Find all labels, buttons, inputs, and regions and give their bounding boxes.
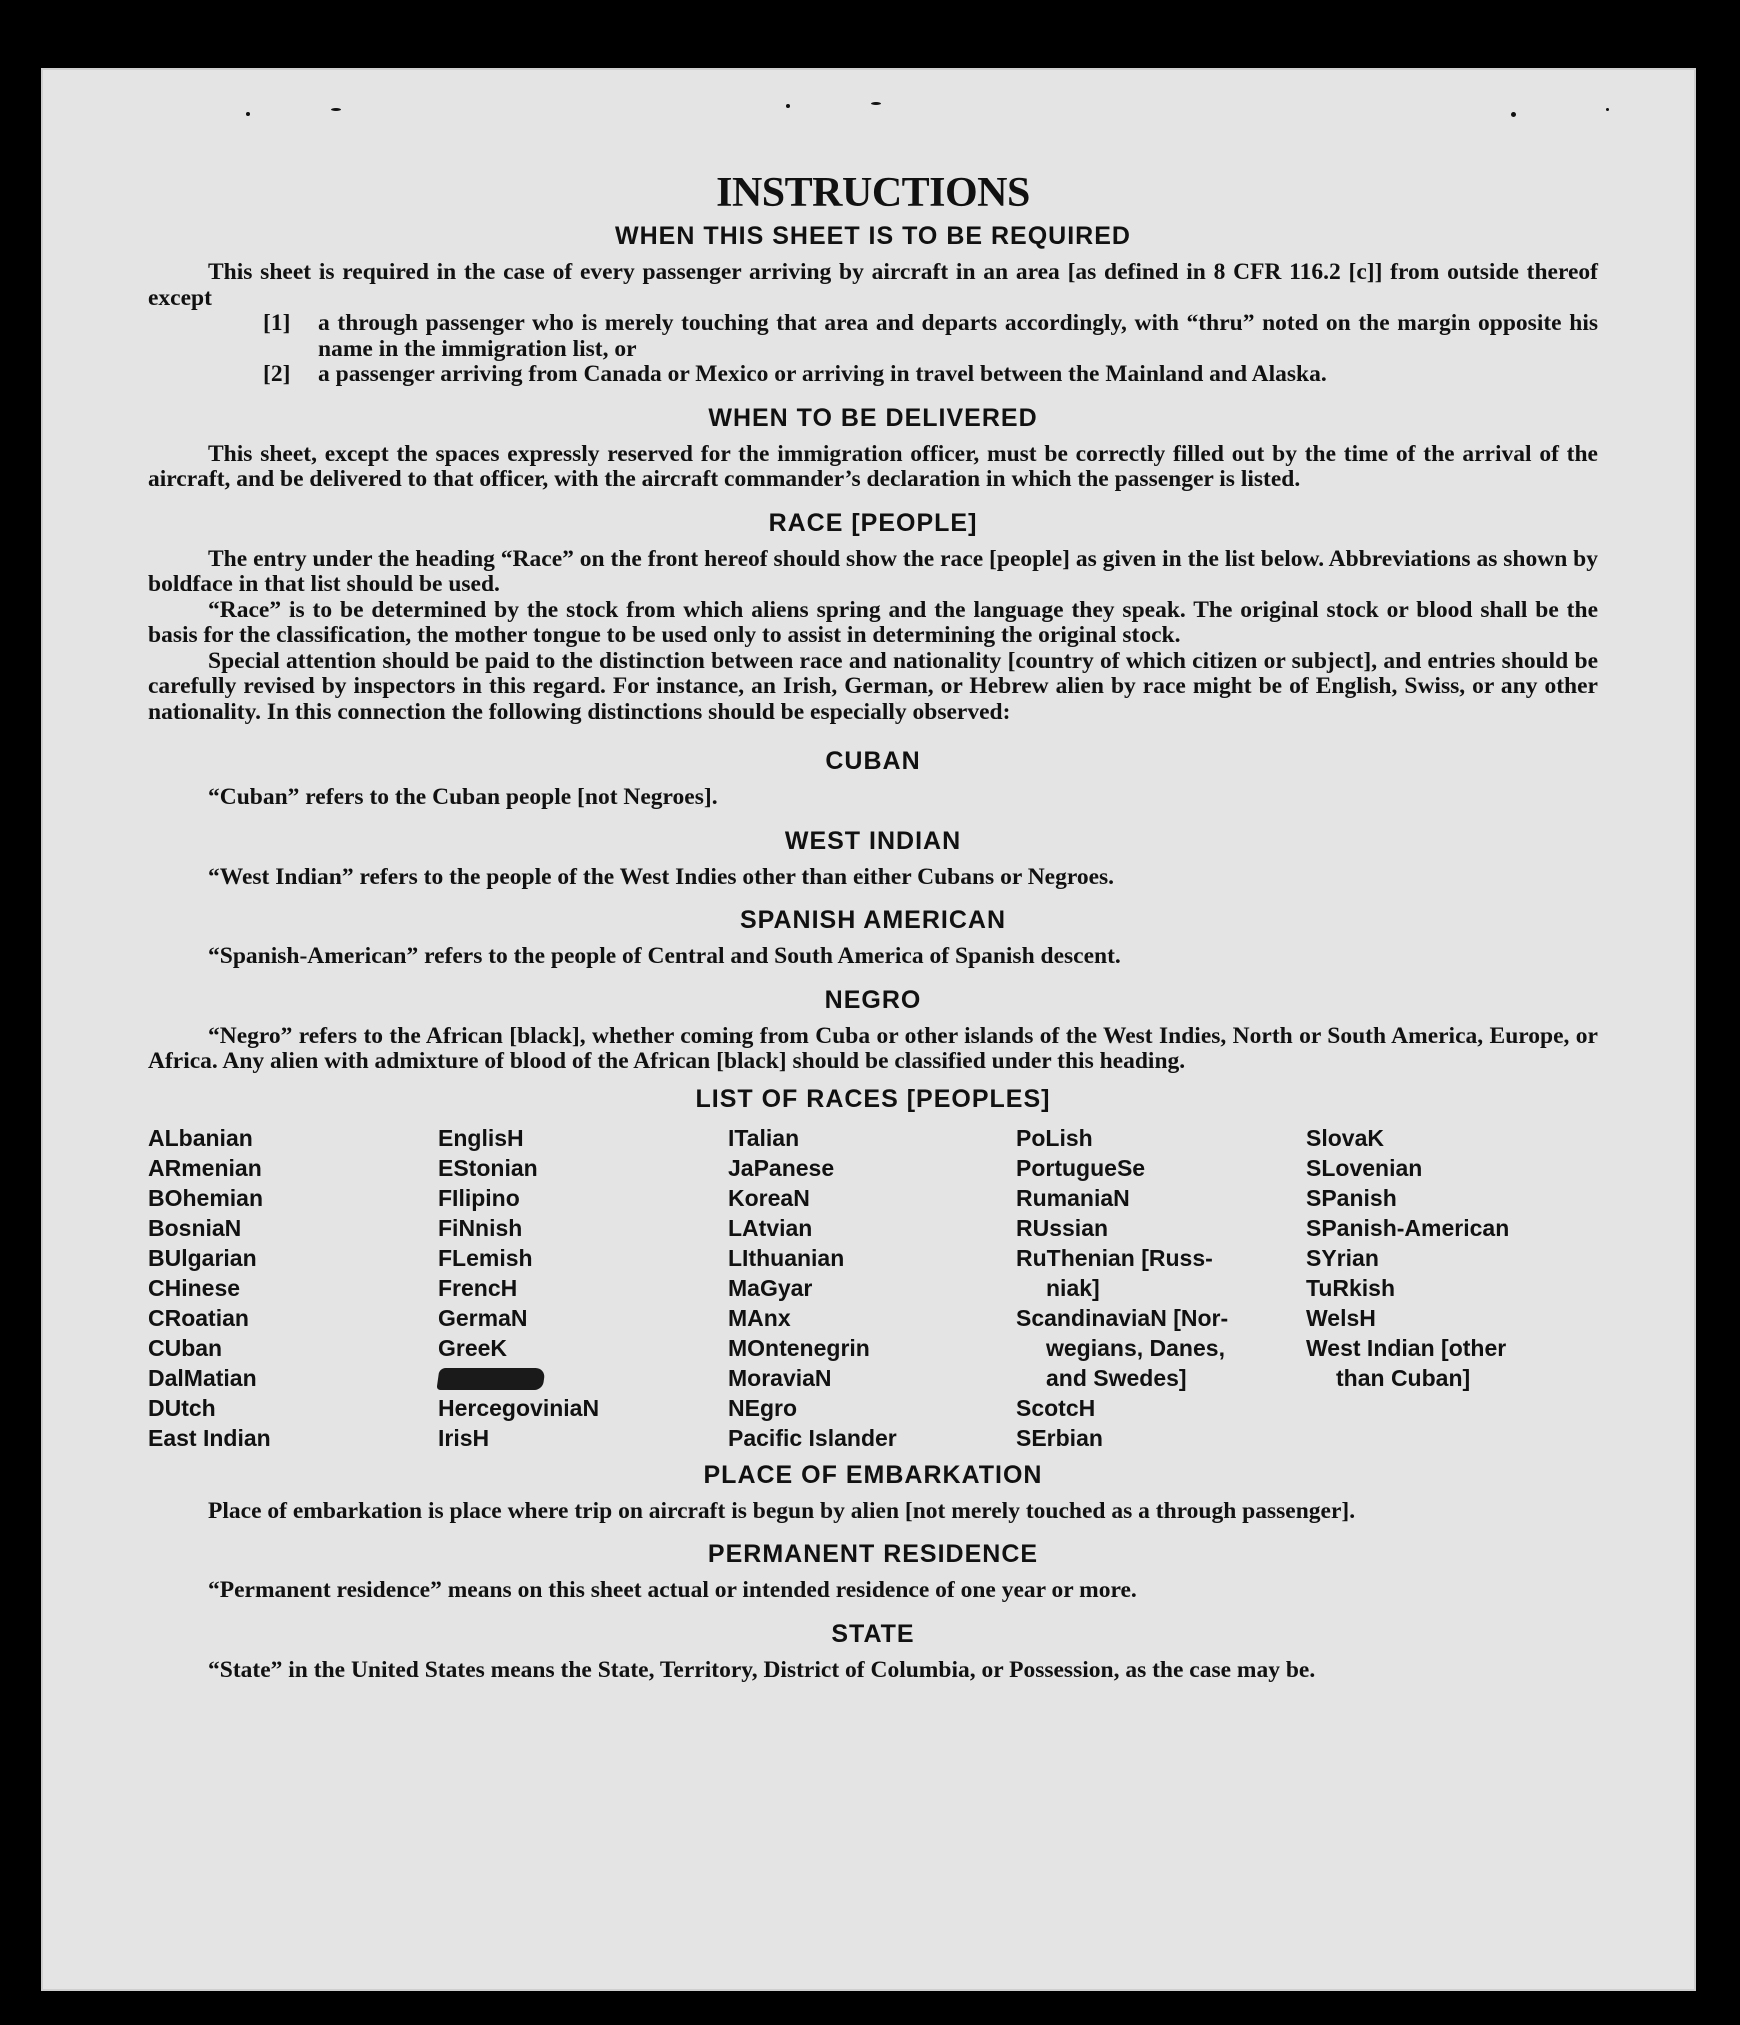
race-entry: SYrian — [1306, 1244, 1379, 1271]
race-entry: RuThenian [Russ- — [1016, 1244, 1213, 1271]
cuban-text: “Cuban” refers to the Cuban people [not Negroes]. — [208, 784, 718, 810]
race-entry: EnglisH — [438, 1124, 524, 1151]
section-heading-required: WHEN THIS SHEET IS TO BE REQUIRED — [615, 222, 1131, 250]
race-entry: MoraviaN — [728, 1364, 832, 1391]
negro-text: “Negro” refers to the African [black], whether coming from Cuba or other islands of the West Indies, North or South America, Europe, or Africa. Any alien with admixture of blood of the African [black] should be classified under this heading. — [148, 1022, 1598, 1074]
race-entry: MOntenegrin — [728, 1334, 870, 1361]
section-heading-list-of-races: LIST OF RACES [PEOPLES] — [695, 1084, 1051, 1113]
scan-speck — [246, 112, 250, 116]
section-heading-state: STATE — [831, 1619, 915, 1648]
scan-speck — [331, 108, 341, 111]
race-entry: GreeK — [438, 1334, 508, 1361]
race-entry: BUlgarian — [148, 1244, 257, 1271]
race-entry: SErbian — [1016, 1424, 1103, 1451]
west-indian-text: “West Indian” refers to the people of the West Indies other than either Cubans or Negroes. — [208, 863, 1115, 890]
scan-speck — [1606, 108, 1609, 111]
instructions-content — [148, 168, 1598, 1683]
race-entry: BOhemian — [148, 1184, 264, 1211]
race-entry: MaGyar — [728, 1274, 813, 1301]
page-title: INSTRUCTIONS — [716, 170, 1030, 216]
race-entry: RumaniaN — [1016, 1184, 1130, 1211]
race-entry: SlovaK — [1306, 1124, 1384, 1151]
section-heading-race: RACE [PEOPLE] — [768, 508, 978, 537]
race-entry: ScotcH — [1016, 1394, 1096, 1421]
race-entry: KoreaN — [728, 1184, 810, 1211]
redacted-race-entry — [438, 1363, 728, 1393]
race-entry: EStonian — [438, 1154, 538, 1181]
race-entry: PortugueSe — [1016, 1154, 1146, 1181]
race-entry: FiNnish — [438, 1214, 523, 1241]
race-paragraph-3: Special attention should be paid to the distinction between race and nationality [country of which citizen or subject], and entries should be carefully revised by inspectors in this regard. For instance, an Irish, German, or Hebrew alien by race might be of English, Swiss, or any other nationality. In this connection the following distinctions should be especially observed: — [148, 647, 1598, 725]
exception-list — [263, 311, 1598, 388]
race-entry: ScandinaviaN [Nor- — [1016, 1304, 1229, 1331]
race-entry: FIlipino — [438, 1184, 520, 1211]
section-heading-embarkation: PLACE OF EMBARKATION — [703, 1460, 1043, 1489]
race-entry: CRoatian — [148, 1304, 249, 1331]
race-column — [1016, 1123, 1306, 1453]
race-entry: IrisH — [438, 1424, 490, 1451]
race-entry: SLovenian — [1306, 1154, 1423, 1181]
race-entry: ARmenian — [148, 1154, 262, 1181]
delivered-text: This sheet, except the spaces expressly reserved for the immigration officer, must be correctly filled out by the time of the arrival of the aircraft, and be delivered to that officer, with the aircraft commander’s declaration in which the passenger is listed. — [148, 440, 1598, 492]
race-paragraph-2: “Race” is to be determined by the stock from which aliens spring and the language they speak. The original stock or blood shall be the basis for the classification, the mother tongue to be used only to assist in determining the original stock. — [148, 596, 1598, 648]
race-entry: JaPanese — [728, 1154, 835, 1181]
race-entry: FLemish — [438, 1244, 533, 1271]
race-entry-continued: wegians, Danes, — [1046, 1334, 1225, 1361]
embarkation-text: Place of embarkation is place where trip on aircraft is begun by alien [not merely touched as a through passenger]. — [208, 1497, 1356, 1524]
race-entry: BosniaN — [148, 1214, 242, 1241]
state-text: “State” in the United States means the State, Territory, District of Columbia, or Possession, as the case may be. — [208, 1656, 1316, 1683]
race-list — [148, 1123, 1598, 1453]
section-heading-west-indian: WEST INDIAN — [784, 826, 962, 855]
race-entry: SPanish — [1306, 1184, 1397, 1211]
race-entry: NEgro — [728, 1394, 797, 1421]
race-entry: CUban — [148, 1334, 223, 1361]
race-entry: HercegoviniaN — [438, 1394, 600, 1421]
exception-number: [1] — [263, 310, 291, 336]
race-entry: RUssian — [1016, 1214, 1109, 1241]
race-entry: DalMatian — [148, 1364, 257, 1391]
residence-text: “Permanent residence” means on this sheet actual or intended residence of one year or more. — [208, 1577, 1137, 1603]
race-entry: West Indian [other — [1306, 1334, 1507, 1361]
race-entry: TuRkish — [1306, 1274, 1396, 1301]
required-intro: This sheet is required in the case of every passenger arriving by aircraft in an area [as defined in 8 CFR 116.2 [c]] from outside thereof except — [148, 259, 1598, 311]
race-entry: Pacific Islander — [728, 1424, 897, 1451]
race-entry: LIthuanian — [728, 1244, 845, 1271]
race-entry: DUtch — [148, 1394, 216, 1421]
scan-speck — [1511, 112, 1516, 117]
race-paragraph-1: The entry under the heading “Race” on the front hereof should show the race [people] as given in the list below. Abbreviations as shown by boldface in that list should be used. — [148, 545, 1598, 597]
exception-number: [2] — [263, 361, 291, 387]
section-heading-delivered: WHEN TO BE DELIVERED — [708, 403, 1038, 432]
exception-item — [263, 362, 1598, 388]
section-heading-negro: NEGRO — [824, 985, 922, 1014]
race-entry: CHinese — [148, 1274, 241, 1301]
scan-speck — [871, 102, 881, 105]
race-entry-continued: niak] — [1046, 1274, 1100, 1301]
race-entry-continued: than Cuban] — [1336, 1364, 1471, 1391]
race-entry: East Indian — [148, 1424, 271, 1451]
exception-text: a through passenger who is merely touching that area and departs accordingly, with “thru” noted on the margin opposite his name in the immigration list, or — [318, 310, 1598, 362]
race-column — [728, 1123, 1016, 1453]
race-entry-continued: and Swedes] — [1046, 1364, 1187, 1391]
exception-text: a passenger arriving from Canada or Mexico or arriving in travel between the Mainland and Alaska. — [318, 361, 1327, 387]
spanish-american-text: “Spanish-American” refers to the people of Central and South America of Spanish descent. — [208, 943, 1121, 969]
scan-speck — [786, 104, 790, 108]
exception-item — [263, 311, 1598, 362]
race-entry: LAtvian — [728, 1214, 813, 1241]
section-heading-spanish-american: SPANISH AMERICAN — [739, 906, 1006, 934]
race-column — [1306, 1123, 1598, 1453]
race-column — [148, 1123, 438, 1453]
race-entry: MAnx — [728, 1304, 791, 1331]
section-heading-residence: PERMANENT RESIDENCE — [707, 1540, 1039, 1568]
race-entry: FrencH — [438, 1274, 518, 1301]
race-entry: WelsH — [1306, 1304, 1376, 1331]
section-heading-cuban: CUBAN — [825, 747, 921, 775]
race-entry: SPanish-American — [1306, 1214, 1510, 1241]
race-entry: ALbanian — [148, 1124, 253, 1151]
redaction-mark — [436, 1368, 545, 1390]
race-entry: ITalian — [728, 1124, 800, 1151]
race-entry: GermaN — [438, 1304, 528, 1331]
race-column — [438, 1123, 728, 1453]
race-entry: PoLish — [1016, 1124, 1093, 1151]
document-page — [41, 68, 1696, 1991]
